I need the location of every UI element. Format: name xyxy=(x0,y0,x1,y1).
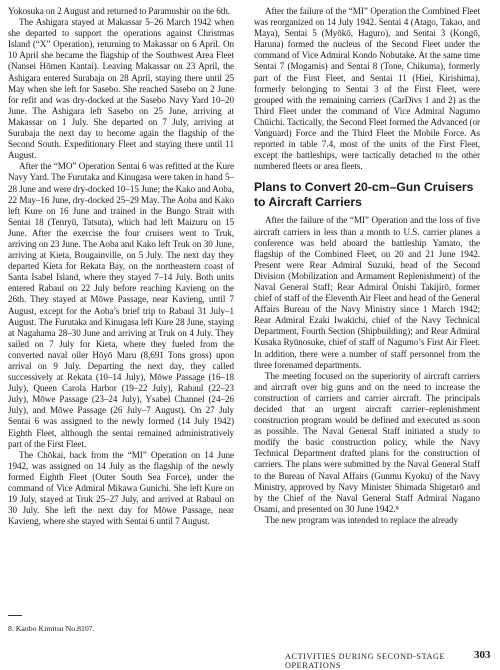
paragraph: The Ashigara stayed at Makassar 5–26 March 1942 when she departed to support the operations against Christmas Island (“X” Operation), returning to Makassar on 6 April. On 10 April she became the flagship of the Southwest Area Fleet (Nansei Hōmen Kantai). Leaving Makassar on 23 April, the Ashigara entered Surabaja on 28 April, staying there until 25 May when she left for Sasebo. She reached Sasebo on 2 June for refit and was dry-docked at the Sasebo Navy Yard 10–20 June. The Ashigara left Sasebo on 25 June, arriving at Makassar on 1 July. She departed on 7 July, arriving at Surabaja the next day to become again the flagship of the Second South. Expeditionary Fleet and staying there until 11 August. xyxy=(8,17,234,161)
footnote-rule xyxy=(8,615,22,616)
footnote: 8. Kanbo Kimitsu No.8107. xyxy=(8,624,95,633)
running-head: ACTIVITIES DURING SECOND-STAGE OPERATIONS xyxy=(285,652,446,670)
paragraph: Yokosuka on 2 August and returned to Paramushir on the 6th. xyxy=(8,6,230,16)
page-number: 303 xyxy=(474,649,491,661)
section-heading: Plans to Convert 20-cm–Gun Cruisers to Aircraft Carriers xyxy=(254,180,474,209)
paragraph: The meeting focused on the superiority of aircraft carriers and aircraft over big guns and on the need to increase the construction of carriers and carrier aircraft. The principals decided that an urgent aircraft carrier–replenishment construction program would be defined and executed as soon as possible. The Naval General Staff initiated a study to modify the basic construction policy, while the Navy Technical Department drafted plans for the construction of carriers. The plans were submitted by the Naval General Staff to the Bureau of Naval Affairs (Gunmu Kyoku) of the Navy Ministry, approved by Navy Minister Shimada Shigetarō and by the Chief of the Naval General Staff Admiral Nagano Osami, and presented on 30 June 1942.⁸ xyxy=(254,370,480,514)
paragraph: After the failure of the “MI” Operation the Combined Fleet was reorganized on 14 July 1942. Sentai 4 (Atago, Takao, and Maya), Sentai 5 (Myōkō, Haguro), and Sentai 3 (Kongō, Haruna) formed the nucleus of the Second Fleet under the command of Vice Admiral Kondo Nobutake. At the same time Sentai 7 (Mogamis) and Sentai 8 (Tone, Chikuma), formerly part of the First Fleet, and Sentai 11 (Hiei, Kirishima), formerly belonging to Sentai 3 of the First Fleet, were grouped with the remaining carriers (CarDivs 1 and 2) as the Third Fleet under the command of Vice Admiral Nagumo Chūichi. Tactically, the Second Fleet formed the Advanced (or Vanguard) Force and the Third Fleet the Mobile Force. As reported in table 7.4, most of the units of the First Fleet, except the battleships, were tactically detached to the other numbered fleets or area fleets. xyxy=(254,6,480,172)
paragraph: The Chōkai, back from the “MI” Operation on 14 June 1942, was assigned on 14 July as the flagship of the newly formed Eighth Fleet (Outer South Sea Force), under the command of Vice Admiral Mikawa Gunichi. She left Kure on 19 July, stayed at Truk 25–27 July, and arrived at Rabaul on 30 July. She left the next day for Mōwe Passage, near Kavieng, where she stayed with Sentai 6 until 7 August. xyxy=(8,449,234,527)
right-column xyxy=(254,6,480,526)
paragraph: After the “MO” Operation Sentai 6 was refitted at the Kure Navy Yard. The Furutaka and Kinugasa were taken in hand 5–28 June and were dry-docked 10–15 June; the Kako and Aoba, 22 May–16 June, dry-docked 25–29 May. The Aoba and Kako left Kure on 16 June and trained in the Bungo Strait with Sentai 18 (Tenryū, Tatsuta), which had left Maizuru on 15 June. After the exercise the four cruisers went to Truk, arriving on 23 June. The Aoba and Kako left Truk on 30 June, arriving at Kieta, Bougainville, on 5 July. The next day they departed Kieta for Rekata Bay, on the northeastern coast of Santa Isabel Island, where they stayed 7–14 July. Both units entered Rabaul on 22 July before reaching Kavieng on the 26th. They stayed at Mōwe Passage, near Kavieng, until 7 August, except for the Aoba’s brief trip to Rabaul 31 July–1 August. The Furutaka and Kinugasa left Kure 28 June, staying at Nagahama 28–30 June and arriving at Truk on 4 July. They sailed on 7 July for Kieta, where they fueled from the converted naval oiler Hōyō Maru (8,691 Tons gross) upon arrival on 9 July. Departing the next day, they called successively at Rekata (10–14 July), Mōwe Passage (16–18 July), Queen Carola Harbor (19–22 July), Rabaul (22–23 July), Mōwe Passage (23–24 July), Ysabel Channel (24–26 July), and Mōwe Passage (26 July–7 August). On 27 July Sentai 6 was assigned to the newly formed (14 July 1942) Eighth Fleet, although the sentai remained administratively part of the First Fleet. xyxy=(8,161,234,449)
paragraph: The new program was intended to replace the already xyxy=(265,514,459,525)
left-column xyxy=(8,6,234,527)
paragraph: After the failure of the “MI” Operation and the loss of five aircraft carriers in less than a month to U.S. carrier planes a conference was held aboard the battleship Yamato, the flagship of the Combined Fleet, on 20 and 21 June 1942. Present were Rear Admiral Suzuki, head of the Second Division (Mobilization and Armament Replenishment) of the Naval General Staff; Rear Admiral Ōnishi Takijirō, former chief of staff of the Eleventh Air Fleet and head of the General Affairs Bureau of the Navy Ministry since 1 March 1942; Rear Admiral Ezaki Iwakichi, chief of the Navy Technical Department, Fourth Section (Shipbuilding); and Rear Admiral Kusaka Ryūnosuke, chief of staff of Nagumo’s First Air Fleet. In addition, there were a number of staff personnel from the three forenamed departments. xyxy=(254,215,480,370)
